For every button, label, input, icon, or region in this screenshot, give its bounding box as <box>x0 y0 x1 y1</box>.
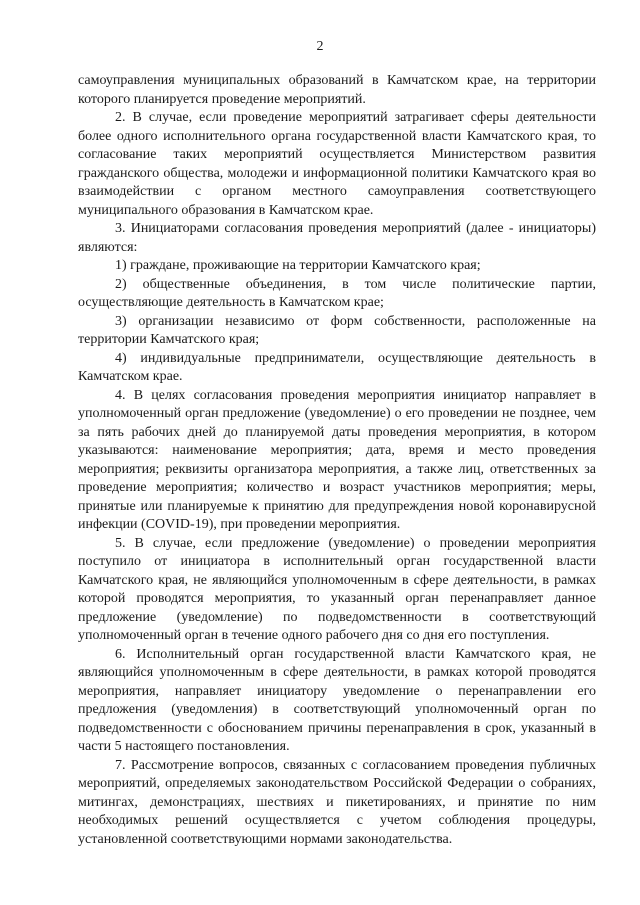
paragraph-item-5: 5. В случае, если предложение (уведомление) о проведении мероприятия поступило от инициатора в исполнительный орган государственной власти Камчатского края, не являющийся уполномоченным в сфере деятельности, в рамках которой проводятся мероприятия, то указанный орган перенаправляет данное предложение (уведомление) по подведомственности в соответствующий уполномоченный орган в течение одного рабочего дня со дня его поступления. <box>78 535 596 643</box>
paragraph-subitem-4: 4) индивидуальные предприниматели, осуществляющие деятельность в Камчатском крае. <box>78 350 596 384</box>
page-number: 2 <box>316 39 324 54</box>
paragraph-item-6: 6. Исполнительный орган государственной власти Камчатского края, не являющийся уполномоченным в сфере деятельности, в рамках которой проводятся мероприятия, направляет инициатору уведомление о перенаправлении его предложения (уведомления) в соответствующий уполномоченный орган по подведомственности с обоснованием причины перенаправления в срок, указанный в части 5 настоящего постановления. <box>78 646 596 754</box>
paragraph-subitem-2: 2) общественные объединения, в том числе политические партии, осуществляющие деятельность в Камчатском крае; <box>78 276 596 310</box>
paragraph-subitem-1: 1) граждане, проживающие на территории Камчатского края; <box>115 258 481 273</box>
document-body <box>78 72 596 849</box>
paragraph-item-2: 2. В случае, если проведение мероприятий затрагивает сферы деятельности более одного исполнительного органа государственной власти Камчатского края, то согласование таких мероприятий осуществляется Министерством развития гражданского общества, молодежи и информационной политики Камчатского края во взаимодействии с органом местного самоуправления соответствующего муниципального образования в Камчатском крае. <box>78 110 596 218</box>
paragraph-item-3: 3. Инициаторами согласования проведения мероприятий (далее - инициаторы) являются: <box>78 221 596 255</box>
paragraph-item-4: 4. В целях согласования проведения мероприятия инициатор направляет в уполномоченный орган предложение (уведомление) о его проведении не позднее, чем за пять рабочих дней до планируемой даты проведения мероприятия, в котором указываются: наименование мероприятия; дата, время и место проведения мероприятия; реквизиты организатора мероприятия, а также лиц, ответственных за проведение мероприятия; количество и возраст участников мероприятия; меры, принятые или планируемые к принятию для предупреждения новой коронавирусной инфекции (COVID-19), при проведении мероприятия. <box>78 387 596 532</box>
paragraph-item-7: 7. Рассмотрение вопросов, связанных с согласованием проведения публичных мероприятий, определяемых законодательством Российской Федерации о собраниях, митингах, демонстрациях, шествиях и пикетированиях, и принятие по ним необходимых решений осуществляется с учетом соблюдения процедуры, установленной соответствующими нормами законодательства. <box>78 757 596 847</box>
paragraph-subitem-3: 3) организации независимо от форм собственности, расположенные на территории Камчатского края; <box>78 313 596 347</box>
paragraph-continuation: самоуправления муниципальных образований в Камчатском крае, на территории которого планируется проведение мероприятий. <box>78 73 596 107</box>
